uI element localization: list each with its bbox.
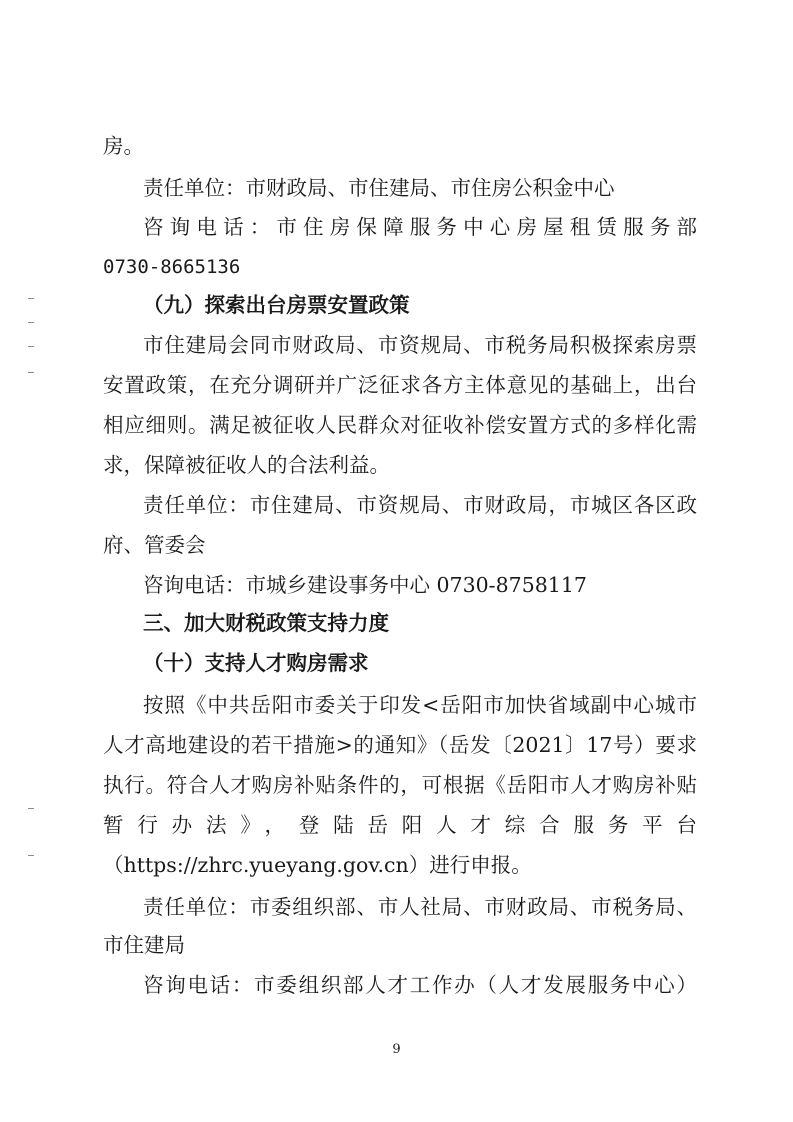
margin-mark: [28, 855, 34, 856]
margin-mark: [28, 322, 34, 323]
text-line: 暂行办法》，登陆岳阳人才综合服务平台: [103, 813, 697, 837]
page-number: 9: [392, 1042, 401, 1057]
text-line: 相应细则。满足被征收人民群众对征收补偿安置方式的多样化需: [103, 413, 697, 437]
text-line: 0730-8665136: [103, 256, 241, 278]
section-heading: （九）探索出台房票安置政策: [143, 293, 410, 317]
margin-mark: [28, 298, 34, 299]
text-line: 府、管委会: [103, 533, 206, 557]
text-line: 求，保障被征收人的合法利益。: [103, 453, 390, 477]
margin-mark: [28, 808, 34, 809]
text-line: 市住建局: [103, 933, 185, 957]
section-heading: 三、加大财税政策支持力度: [143, 611, 389, 635]
text-line: 房。: [103, 134, 144, 158]
text-line: 市住建局会同市财政局、市资规局、市税务局积极探索房票: [143, 333, 697, 357]
text-line: 按照《中共岳阳市委关于印发<岳阳市加快省域副中心城市: [143, 693, 697, 717]
text-line: 咨询电话：市城乡建设事务中心 0730-8758117: [143, 573, 587, 597]
text-line: 人才高地建设的若干措施>的通知》（岳发〔2021〕17号）要求: [103, 733, 697, 757]
text-line: （https://zhrc.yueyang.gov.cn）进行申报。: [103, 853, 532, 877]
text-line: 责任单位：市委组织部、市人社局、市财政局、市税务局、: [143, 895, 697, 919]
text-line: 安置政策，在充分调研并广泛征求各方主体意见的基础上，出台: [103, 373, 697, 397]
margin-mark: [28, 346, 34, 347]
text-line: 咨询电话：市住房保障服务中心房屋租赁服务部: [143, 215, 697, 239]
section-heading: （十）支持人才购房需求: [143, 651, 369, 675]
text-line: 执行。符合人才购房补贴条件的，可根据《岳阳市人才购房补贴: [103, 773, 697, 797]
margin-mark: [28, 372, 34, 373]
text-line: 责任单位：市财政局、市住建局、市住房公积金中心: [143, 176, 615, 200]
text-line: 责任单位：市住建局、市资规局、市财政局，市城区各区政: [143, 493, 697, 517]
text-line: 咨询电话：市委组织部人才工作办（人才发展服务中心）: [143, 973, 697, 997]
